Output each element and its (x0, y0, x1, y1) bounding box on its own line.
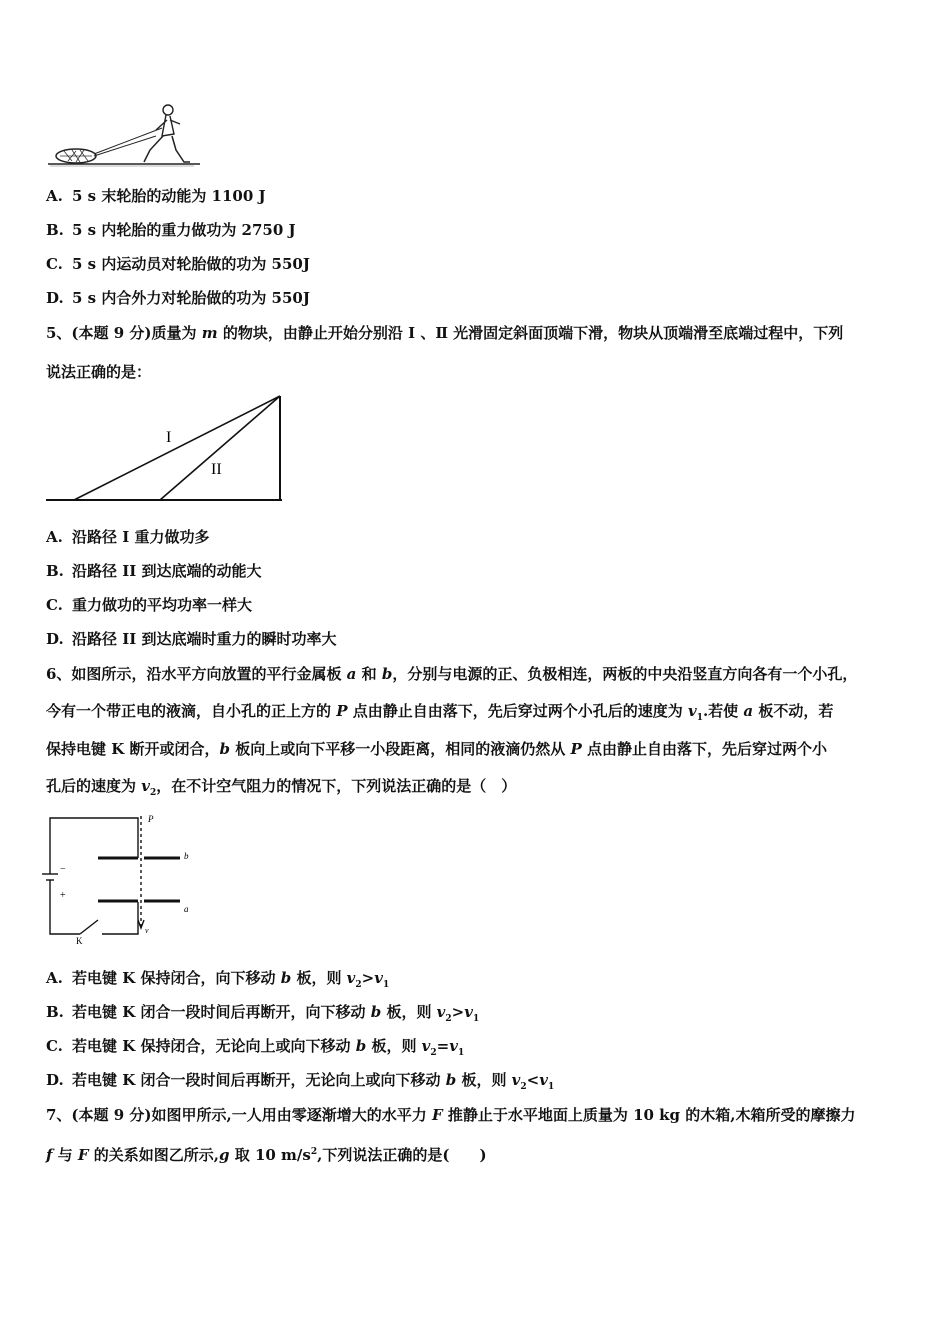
q6-stem-line1: 6、如图所示，沿水平方向放置的平行金属板 a 和 b，分别与电源的正、负极相连，两板的中央沿竖直方向各有一个小孔， (46, 665, 858, 683)
svg-text:K: K (76, 936, 83, 946)
q6-option-c[interactable]: C. 若电键 K 保持闭合，无论向上或向下移动 b 板，则 $v_2=v_1$ (46, 1037, 465, 1058)
q7-stem-line2: f 与 F 的关系如图乙所示,g 取 10 $m/s^2$,下列说法正确的是( ) (46, 1146, 487, 1164)
q4-option-c[interactable]: C. 5 s 内运动员对轮胎做的功为 550J (46, 255, 310, 273)
q5-option-c[interactable]: C. 重力做功的平均功率一样大 (46, 596, 253, 614)
q5-stem-line2: 说法正确的是： (46, 363, 152, 381)
path-i-label: I (166, 429, 172, 446)
q4-option-a[interactable]: A. 5 s 末轮胎的动能为 1100 J (46, 187, 266, 205)
q6-option-b[interactable]: B. 若电键 K 闭合一段时间后再断开，向下移动 b 板，则 $v_2>v_1$ (46, 1003, 480, 1024)
q5-stem-line1: 5、(本题 9 分)质量为 m 的物块，由静止开始分别沿 Ⅰ 、Ⅱ 光滑固定斜面顶端下滑，物块从顶端滑至底端过程中，下列 (46, 324, 844, 342)
q5-option-a[interactable]: A. 沿路径 Ⅰ 重力做功多 (46, 528, 210, 546)
svg-text:b: b (184, 851, 189, 861)
q7-stem-line1: 7、(本题 9 分)如图甲所示,一人用由零逐渐增大的水平力 F 推静止于水平地面上质量为 10 kg 的木箱,木箱所受的摩擦力 (46, 1106, 856, 1124)
q5-option-d[interactable]: D. 沿路径 II 到达底端时重力的瞬时功率大 (46, 630, 337, 648)
capacitor-circuit-figure (40, 808, 200, 948)
q6-option-d[interactable]: D. 若电键 K 闭合一段时间后再断开，无论向上或向下移动 b 板，则 $v_2<v_1$ (46, 1071, 555, 1092)
q6-option-a[interactable]: A. 若电键 K 保持闭合，向下移动 b 板，则 $v_2>v_1$ (46, 969, 390, 990)
svg-text:+: + (60, 890, 66, 901)
q6-stem-line2: 今有一个带正电的液滴，自小孔的正上方的 P 点由静止自由落下，先后穿过两个小孔后的速度为 $v_1$.若使 a 板不动，若 (46, 702, 834, 723)
q6-stem-line3: 保持电键 K 断开或闭合，b 板向上或向下平移一小段距离，相同的液滴仍然从 P 点由静止自由落下，先后穿过两个小 (46, 740, 827, 758)
svg-text:−: − (60, 864, 66, 875)
svg-text:v: v (145, 926, 149, 935)
incline-figure (44, 390, 289, 505)
q4-option-b[interactable]: B. 5 s 内轮胎的重力做功为 2750 J (46, 221, 296, 239)
svg-text:a: a (184, 904, 189, 914)
svg-text:P: P (148, 814, 154, 824)
q4-option-d[interactable]: D. 5 s 内合外力对轮胎做的功为 550J (46, 289, 310, 307)
q5-option-b[interactable]: B. 沿路径 II 到达底端的动能大 (46, 562, 262, 580)
path-ii-label: II (211, 461, 222, 478)
athlete-tire-figure (44, 100, 204, 170)
q6-stem-line4: 孔后的速度为 $v_2$，在不计空气阻力的情况下，下列说法正确的是（ ） (46, 777, 517, 798)
